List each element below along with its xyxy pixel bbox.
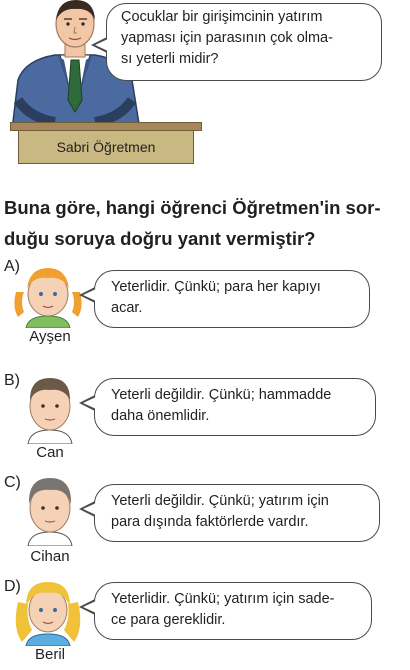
option-letter: A) [4, 258, 20, 275]
teacher-name: Sabri Öğretmen [56, 139, 156, 155]
answer-line-2: ce para gereklidir. [111, 612, 226, 628]
answer-line-1: Yeterli değildir. Çünkü; yatırım için [111, 493, 329, 509]
student-avatar-beril [12, 578, 84, 646]
bubble-tail-inner [83, 503, 96, 515]
teacher-speech-line-1: Çocuklar bir girişimcinin yatırım [121, 9, 323, 25]
option-letter: B) [4, 372, 20, 389]
option-c[interactable] [0, 474, 410, 570]
student-name: Ayşen [29, 328, 71, 345]
teacher-speech-line-2: yapması için parasının çok olma- [121, 30, 333, 46]
student-name: Beril [34, 646, 65, 663]
answer-line-1: Yeterlidir. Çünkü; para her kapıyı [111, 279, 321, 295]
answer-line-1: Yeterlidir. Çünkü; yatırım için sade- [111, 591, 335, 607]
option-b[interactable] [0, 372, 410, 462]
bubble-tail-inner [83, 289, 96, 301]
question-line-2: duğu soruya doğru yanıt vermiştir? [4, 228, 316, 249]
answer-bubble-a [94, 270, 370, 328]
answer-line-2: acar. [111, 300, 143, 316]
answer-bubble-b [94, 378, 376, 436]
student-name: Can [36, 444, 64, 461]
answer-line-2: para dışında faktörlerde vardır. [111, 514, 309, 530]
teacher-speech-bubble [106, 3, 382, 81]
question-line-1: Buna göre, hangi öğrenci Öğretmen'in sor- [4, 197, 381, 218]
option-d[interactable] [0, 576, 410, 670]
option-letter: C) [4, 474, 21, 491]
option-letter: D) [4, 578, 21, 595]
teacher-speech-line-3: sı yeterli midir? [121, 51, 219, 67]
question-text [4, 192, 381, 254]
student-name: Cihan [30, 548, 70, 565]
answer-bubble-c [94, 484, 380, 542]
answer-line-2: daha önemlidir. [111, 408, 210, 424]
answer-line-1: Yeterli değildir. Çünkü; hammadde [111, 387, 332, 403]
student-avatar-can [18, 372, 82, 444]
bubble-tail-inner [83, 601, 96, 613]
bubble-tail-inner [83, 397, 96, 409]
option-a[interactable] [0, 258, 410, 348]
answer-bubble-d [94, 582, 372, 640]
bubble-tail-inner [95, 39, 108, 51]
student-avatar-cihan [18, 474, 82, 546]
student-avatar-aysen [12, 262, 84, 328]
teacher-desk [18, 130, 194, 164]
